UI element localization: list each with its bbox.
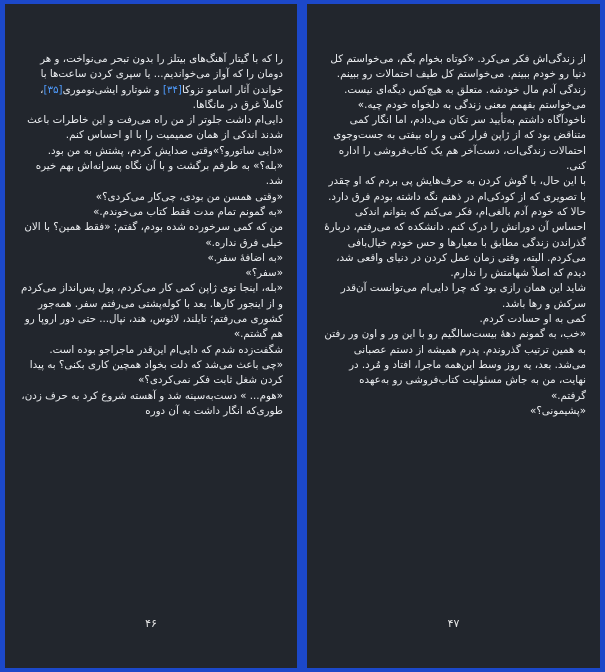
footnote-ref-35[interactable]: [۳۵] bbox=[43, 83, 63, 96]
paragraph: «هوم... » دست‌به‌سینه شد و آهسته شروع کرد به حرف زدن، طوری‌که انگار داشت به آن دوره bbox=[21, 389, 283, 417]
page-number: ۴۷ bbox=[447, 617, 460, 630]
paragraph bbox=[19, 52, 283, 113]
paragraph: من که کمی سرخورده شده بودم، گفتم: «فقط همین؟ با الان خیلی فرق نداره.» bbox=[24, 221, 283, 249]
paragraph: «بله، اینجا توی ژاپن کمی کار می‌کردم، پول پس‌انداز می‌کردم و از اینجور کارها. بعد با کوله‌پشتی می‌رفتم سفر. همه‌جور کشوری می‌رفتم؛ تایلند، لائوس، هند، نپال... حتی دور اروپا رو هم گشتم.» bbox=[21, 282, 283, 341]
page-number: ۴۶ bbox=[145, 617, 157, 630]
paragraph: «وقتی همسن من بودی، چی‌کار می‌کردی؟» bbox=[95, 190, 283, 203]
left-page-text bbox=[19, 52, 283, 419]
right-page-text bbox=[321, 52, 586, 419]
left-page bbox=[5, 4, 297, 668]
paragraph: «بله؟» به طرفم برگشت و با آن نگاه پسرانه‌اش بهم خیره شد. bbox=[35, 160, 283, 188]
paragraph: «چی باعث می‌شد که دلت بخواد همچین کاری بکنی؟ به پیدا کردن شغل ثابت فکر نمی‌کردی؟» bbox=[29, 358, 283, 387]
paragraph-text: ، کاملاً غرق در مانگاها. bbox=[40, 83, 283, 111]
paragraph: «دایی ساتورو؟»وقتی صدایش کردم، پشتش به من بود. bbox=[47, 144, 283, 157]
paragraph: شاید این همان رازی بود که چرا دایی‌ام می‌توانست آن‌قدر سرکش و رها باشد. bbox=[340, 282, 586, 310]
paragraph: «سفر؟» bbox=[245, 267, 283, 280]
paragraph: کمی به او حسادت کردم. bbox=[479, 313, 586, 326]
right-page bbox=[307, 4, 600, 668]
paragraph-text: و شوتارو ایشی‌نوموری bbox=[62, 83, 163, 96]
paragraph: «به اضافهٔ سفر.» bbox=[207, 251, 283, 264]
paragraph: با این حال، با گوش کردن به حرف‌هایش پی بردم که او چقدر با تصویری که از کودکی‌ام در ذهنم نگه داشته بودم فرق دارد. حالا که خودم آدم بالغی‌ام، فکر می‌کنم که بتوانم اندکی احساس آن دورانش را درک کنم. دانشکده که می‌رفتم، دربارهٔ گذراندن زندگی مطابق با معیارها و حس خودم خیال‌بافی می‌کردم. البته، وقتی زمان عمل کردن در دنیای واقعی شد، دیدم که اصلاً شهامتش را ندارم. bbox=[324, 175, 586, 280]
paragraph: «خب، به گمونم دههٔ بیست‌سالگیم رو با این ور و اون ور رفتن به همین ترتیب گذروندم. پدرم همیشه از دستم عصبانی می‌شد. بعد، یه روز وسط این‌همه ماجرا، افتاد و مُرد. در نهایت، من به جاش مسئولیت کتاب‌فروشی رو به‌عهده گرفتم.» bbox=[324, 328, 586, 402]
paragraph: «پشیمونی؟» bbox=[530, 404, 586, 417]
paragraph: «به گمونم تمام مدت فقط کتاب می‌خوندم.» bbox=[93, 205, 283, 218]
paragraph-text: را که با گیتار آهنگ‌های بیتلز را بدون تبحر می‌نواخت، و هر دومان را که آواز می‌خواندیم... یا سپری کردن ساعت‌ها با خواندن آثار اسامو تزوکا bbox=[40, 53, 283, 96]
paragraph: از زندگی‌اش فکر می‌کرد. «کوتاه بخوام بگم، می‌خواستم کل دنیا رو خودم ببینم. می‌خواستم کل طیف احتمالات رو ببینم. زندگی آدم مال خودشه. متعلق به هیچ‌کس دیگه‌ای نیست. می‌خواستم بفهمم معنی زندگی به دلخواه خودم چیه.» bbox=[330, 53, 586, 111]
paragraph: شگفت‌زده شدم که دایی‌ام این‌قدر ماجراجو بوده است. bbox=[49, 343, 283, 356]
paragraph: دایی‌ام داشت جلوتر از من راه می‌رفت و این خاطرات باعث شدند اندکی از همان صمیمیت را با او احساس کنم. bbox=[27, 114, 283, 142]
footnote-ref-34[interactable]: [۳۴] bbox=[162, 83, 182, 96]
paragraph: ناخودآگاه داشتم به‌تأیید سر تکان می‌دادم، اما انگار کمی متناقض بود که از ژاپن فرار کنی و راه بیفتی به جست‌وجوی احتمالات زندگی‌ات، دست‌آخر هم یک کتاب‌فروشی را اداره کنی. bbox=[333, 114, 586, 173]
